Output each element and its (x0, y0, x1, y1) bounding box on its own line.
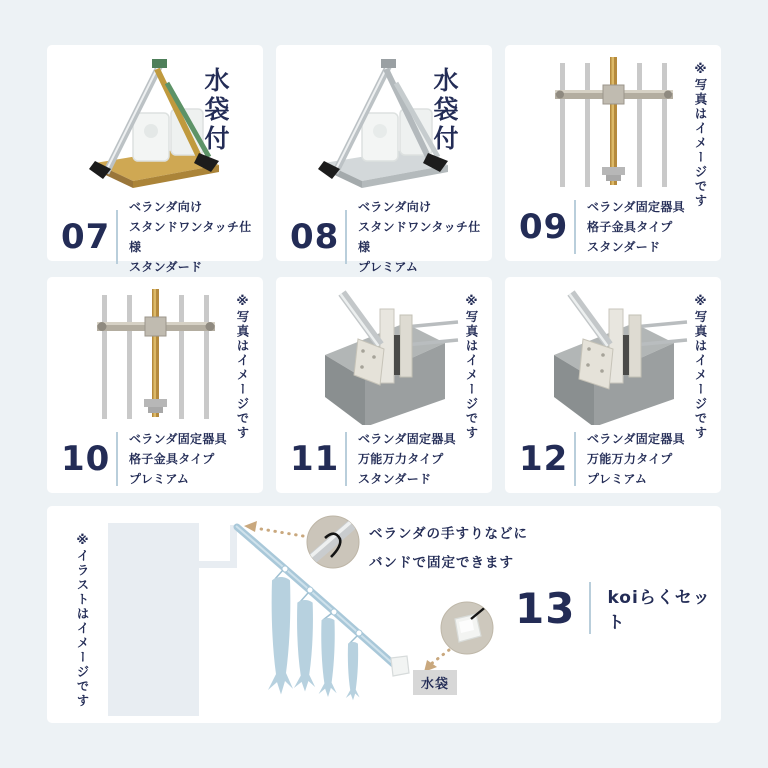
card-title-line-2: 万能万力タイプ (358, 452, 444, 466)
koinobori-fish (294, 593, 315, 692)
card-number: 12 (519, 439, 569, 479)
product-card-09[interactable] (505, 45, 721, 261)
divider (116, 210, 118, 264)
card-title (129, 429, 227, 489)
vise-clamp-illustration (310, 287, 460, 425)
card-number: 09 (519, 207, 569, 247)
card-title-line-2: スタンドワンタッチ仕様 (129, 220, 252, 254)
koinobori-fish (346, 636, 360, 700)
divider (589, 582, 591, 634)
vise-clamp-illustration (539, 287, 689, 425)
product-card-11[interactable] (276, 277, 492, 493)
band-fixing-annotation (369, 520, 528, 578)
card-footer (290, 429, 456, 489)
card-footer (61, 429, 227, 489)
card-number: 13 (515, 583, 576, 633)
divider (345, 432, 347, 486)
product-card-10[interactable] (47, 277, 263, 493)
card-title-line-1: ベランダ固定器具 (129, 432, 227, 446)
card-title-line-1: ベランダ固定器具 (358, 432, 456, 446)
card-number: 11 (290, 439, 340, 479)
water-bag-label: 水袋 (413, 670, 457, 695)
divider (116, 432, 118, 486)
card-title-line-1: ベランダ向け (358, 200, 432, 214)
card-number: 10 (61, 439, 111, 479)
koinobori-fish (319, 613, 337, 697)
card-title: koiらくセット (607, 588, 711, 633)
dotted-arrow (244, 521, 303, 536)
card-title-line-3: スタンダード (358, 472, 432, 486)
water-bag-badge: 水袋付 (201, 67, 230, 154)
card-title (587, 429, 685, 489)
card-title-line-1: ベランダ固定器具 (587, 432, 685, 446)
card-title (358, 197, 492, 277)
card-footer (61, 197, 263, 277)
dotted-arrow (424, 650, 449, 672)
photo-disclaimer-note: ※写真はイメージです (693, 293, 708, 441)
annotation-line-2: バンドで固定できます (369, 555, 514, 571)
product-card-07[interactable] (47, 45, 263, 274)
card-footer (519, 197, 685, 257)
railing-band-detail-circle (307, 516, 359, 568)
card-number: 07 (61, 217, 111, 257)
card-title-line-1: ベランダ向け (129, 200, 203, 214)
card-footer (515, 582, 721, 634)
lattice-bracket-illustration (81, 287, 231, 425)
koinobori-fish (268, 570, 293, 695)
card-footer (290, 197, 492, 277)
illustration-disclaimer-note: ※イラストはイメージです (75, 532, 90, 709)
card-title-line-3: スタンダード (587, 240, 661, 254)
divider (345, 210, 347, 264)
lattice-bracket-illustration (539, 55, 689, 193)
water-bag-shape (391, 656, 409, 676)
product-card-08[interactable] (276, 45, 492, 274)
card-title (358, 429, 456, 489)
card-title (129, 197, 263, 277)
product-card-12[interactable] (505, 277, 721, 493)
card-title-line-1: ベランダ固定器具 (587, 200, 685, 214)
annotation-line-1: ベランダの手すりなどに (369, 526, 528, 542)
photo-disclaimer-note: ※写真はイメージです (235, 293, 250, 441)
card-title-line-3: スタンダード (129, 260, 203, 274)
card-title-line-2: 万能万力タイプ (587, 452, 673, 466)
card-title (587, 197, 685, 257)
card-number: 08 (290, 217, 340, 257)
product-card-13[interactable] (47, 506, 721, 723)
card-title-line-2: スタンドワンタッチ仕様 (358, 220, 481, 254)
photo-disclaimer-note: ※写真はイメージです (693, 61, 708, 209)
photo-disclaimer-note: ※写真はイメージです (464, 293, 479, 441)
card-footer (519, 429, 685, 489)
card-title-line-2: 格子金具タイプ (129, 452, 215, 466)
balcony-wall-shape (108, 523, 237, 716)
divider (574, 200, 576, 254)
water-bag-detail-circle (441, 602, 493, 654)
water-bag-badge: 水袋付 (430, 67, 459, 154)
divider (574, 432, 576, 486)
card-title-line-3: プレミアム (129, 472, 190, 486)
card-title-line-3: プレミアム (358, 260, 419, 274)
card-title-line-3: プレミアム (587, 472, 648, 486)
card-title-line-2: 格子金具タイプ (587, 220, 673, 234)
